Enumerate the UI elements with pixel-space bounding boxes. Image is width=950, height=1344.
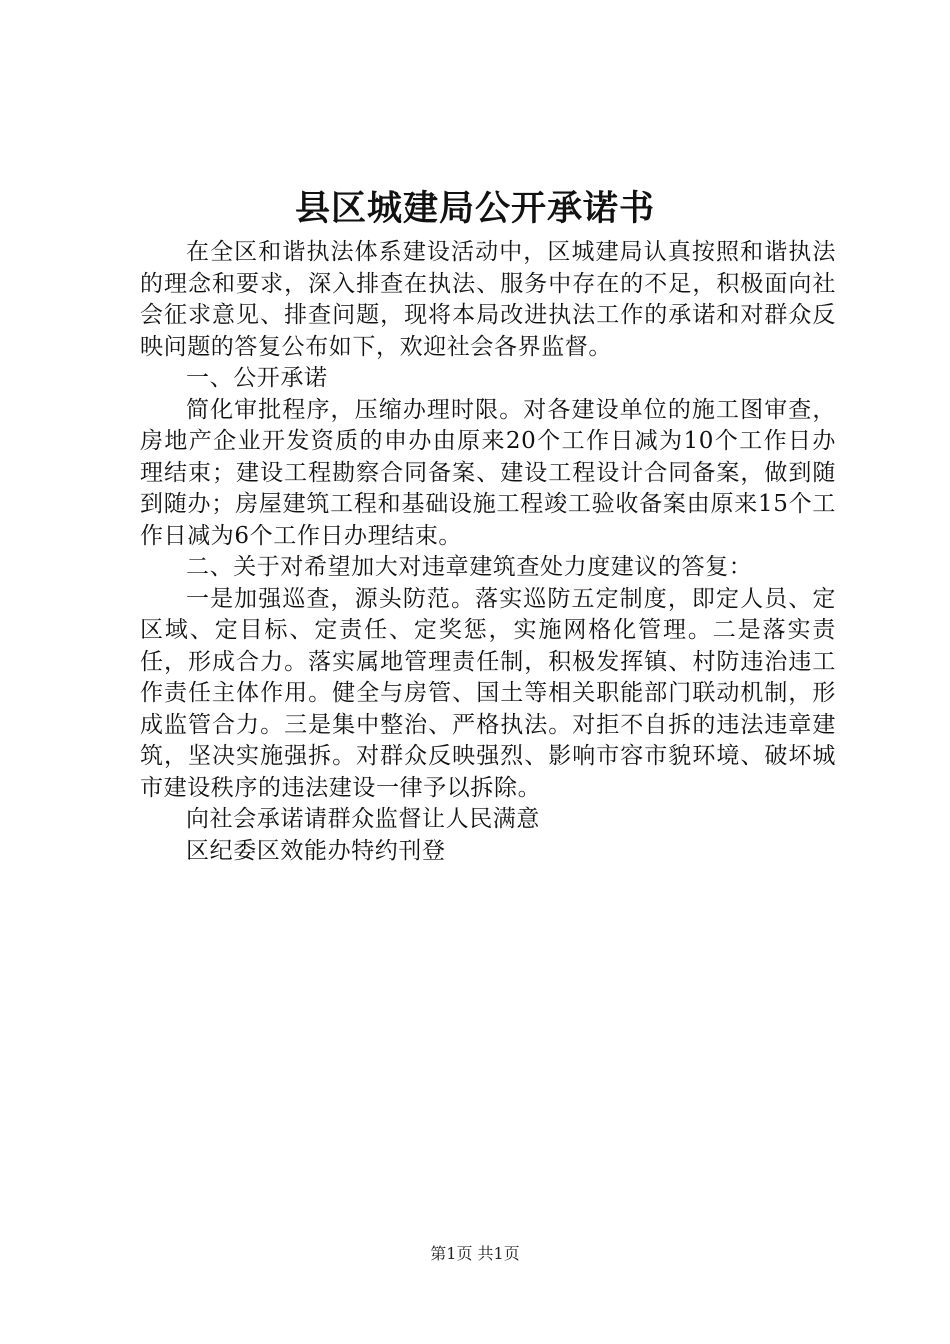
reply-paragraph: 一是加强巡查，源头防范。落实巡防五定制度，即定人员、定区域、定目标、定责任、定奖惩，实施网格化管理。二是落实责任，形成合力。落实属地管理责任制，积极发挥镇、村防违治违工作责任主体作用。健全与房管、国土等相关职能部门联动机制，形成监管合力。三是集中整治、严格执法。对拒不自拆的违法违章建筑，坚决实施强拆。对群众反映强烈、影响市容市貌环境、破坏城市建设秩序的违法建设一律予以拆除。	[140, 585, 836, 801]
document-body	[140, 237, 836, 867]
slogan-line: 向社会承诺请群众监督让人民满意	[186, 806, 540, 832]
section-heading-public-commitment: 一、公开承诺	[186, 365, 328, 391]
page-title: 县区城建局公开承诺书	[294, 188, 655, 229]
commitment-paragraph: 简化审批程序，压缩办理时限。对各建设单位的施工图审查，房地产企业开发资质的申办由原来20个工作日减为10个工作日办理结束；建设工程勘察合同备案、建设工程设计合同备案，做到随到随办；房屋建筑工程和基础设施工程竣工验收备案由原来15个工作日减为6个工作日办理结束。	[140, 396, 836, 549]
publisher-line: 区纪委区效能办特约刊登	[186, 837, 446, 864]
intro-paragraph: 在全区和谐执法体系建设活动中，区城建局认真按照和谐执法的理念和要求，深入排查在执法、服务中存在的不足，积极面向社会征求意见、排查问题，现将本局改进执法工作的承诺和对群众反映问题的答复公布如下，欢迎社会各界监督。	[140, 239, 836, 360]
section-heading-reply: 二、关于对希望加大对违章建筑查处力度建议的答复：	[186, 554, 753, 580]
page-number: 第1页 共1页	[430, 1244, 520, 1263]
